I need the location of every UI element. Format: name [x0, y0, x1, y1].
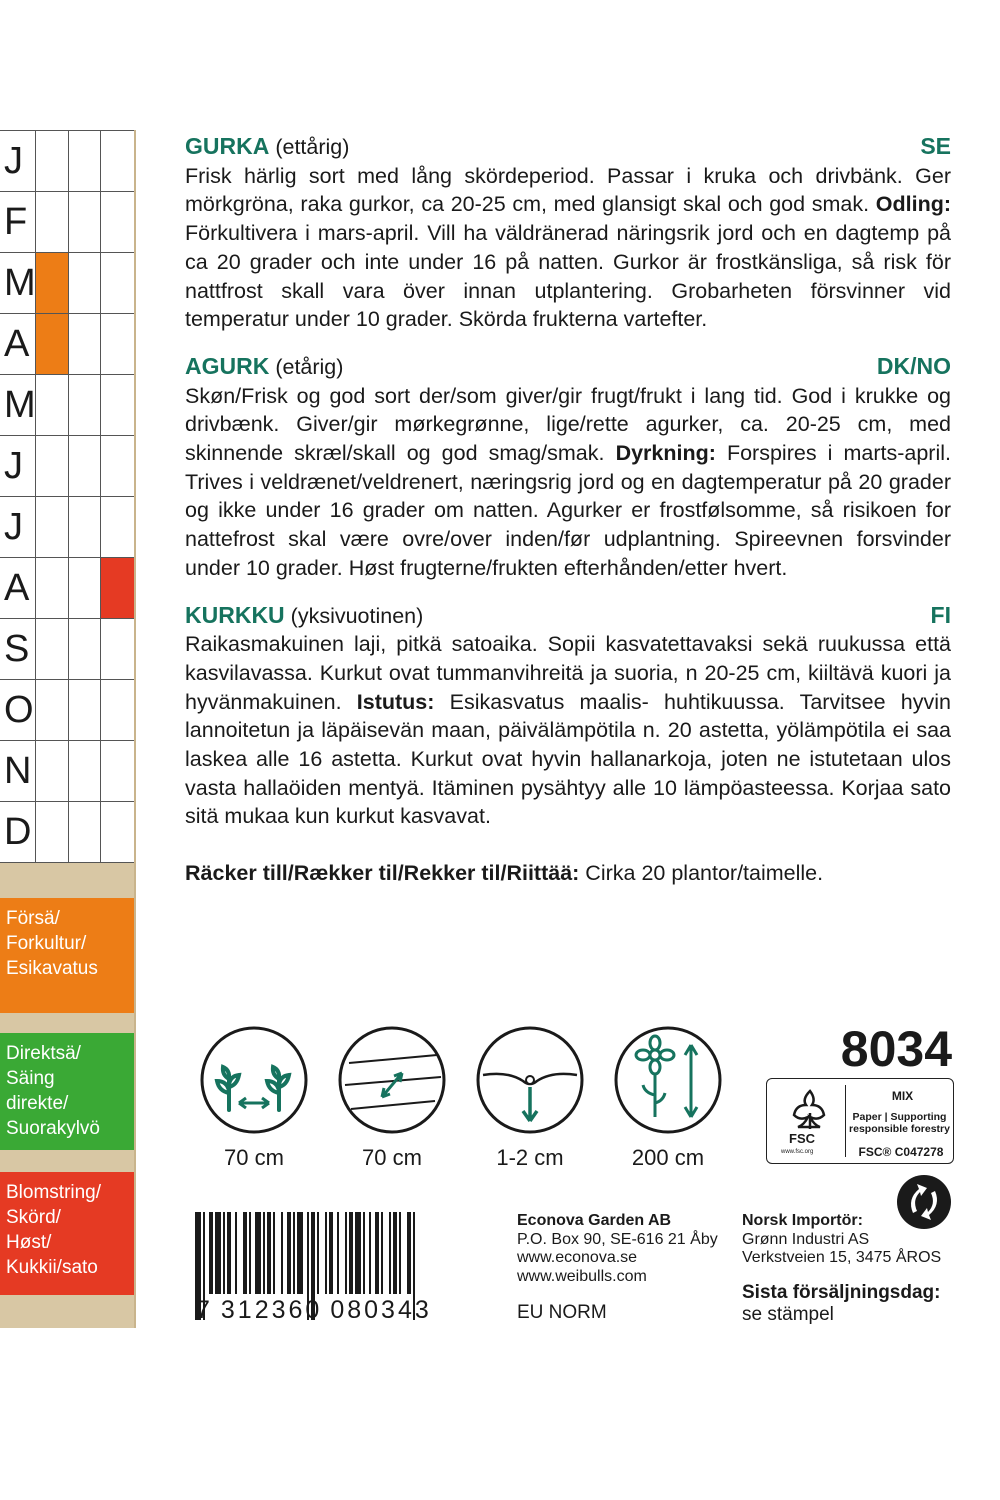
row-spacing-label: 70 cm: [362, 1145, 422, 1170]
calendar-month-row: [0, 497, 134, 558]
legend-direct-line: Direktsä/: [6, 1043, 81, 1064]
calendar-month-row: [0, 619, 134, 680]
barcode-bar: [215, 1212, 221, 1294]
legend-sow: [0, 898, 134, 1013]
barcode-bar: [223, 1212, 225, 1294]
barcode-bar: [355, 1212, 361, 1294]
yield-line: [185, 859, 951, 888]
fsc-mix: MIX: [891, 1089, 914, 1103]
legend-sow-line: Forkultur/: [6, 933, 87, 954]
fsc-label: [766, 1078, 954, 1164]
body-rest: Forspires i marts-april. Trives i veldrænet/veldrenert, næringsrig jord og en dagtemperatur på 20 grader og ikke under 16 grader om natten. Agurker er frostfølsomme, så risikoen for nattefrost skal være ovre/over inden/før udplantning. Spireevnen forsvinder under 10 grader. Høst frugterne/frukten efterhånden/etter hvert.: [185, 441, 951, 580]
calendar-month-row: [0, 802, 134, 863]
icon-plant-height: [599, 1025, 737, 1171]
barcode-bar: [329, 1212, 333, 1294]
variety-name: KURKKU: [185, 601, 285, 628]
company-name: Econova Garden AB: [517, 1212, 672, 1229]
plant-height-icon: [613, 1025, 723, 1135]
calendar-cell: [36, 802, 69, 862]
body-intro: Skøn/Frisk og god sort der/som giver/gir frugt/frukt i lang tid. God i krukke og drivbænk. Giver/gir mørkegrønne, lige/rette agurker, ca. 20-25 cm, med skinnende skræl/skall og god smag/smak.: [185, 383, 951, 466]
barcode-bar: [369, 1212, 371, 1294]
body-rest: Förkultivera i mars-april. Vill ha väldränerad näringsrik jord och en dagtemp på ca 20 grader och inte under 16 på natten. Gurkor är frostkänsliga, så risk för nattfrost skall vara över innan utplantering. Grobarheten försvinner vid temperatur under 10 grader. Skörda frukterna vartefter.: [185, 221, 951, 332]
calendar-month-letter: J: [0, 131, 36, 191]
body-intro: Frisk härlig sort med lång skördeperiod. Passar i kruka och drivbänk. Ger mörkgröna, raka gurkor, ca 20-25 cm, med glansigt skal och god smak.: [185, 163, 951, 217]
icon-plant-spacing: [185, 1025, 323, 1171]
legend-harvest: [0, 1172, 134, 1295]
calendar-month-row: [0, 314, 134, 375]
barcode-group-left: 312360: [220, 1296, 323, 1324]
calendar-cell: [69, 436, 102, 496]
barcode-bar: [381, 1212, 383, 1294]
calendar-cell: [101, 314, 134, 374]
fsc-logo-text: FSC: [789, 1131, 815, 1146]
section-fi: [185, 601, 951, 832]
calendar-month-row: [0, 375, 134, 436]
calendar-cell: [69, 680, 102, 740]
barcode-first-digit: 7: [196, 1296, 213, 1324]
company-address: P.O. Box 90, SE-616 21 Åby: [517, 1230, 718, 1248]
calendar-cell: [69, 253, 102, 313]
calendar-month-letter: D: [0, 802, 36, 862]
calendar-cell: [36, 558, 69, 618]
calendar-month-row: [0, 741, 134, 802]
legend-harvest-line: Kukkii/sato: [6, 1257, 98, 1278]
barcode-bar: [293, 1212, 295, 1294]
fsc-web: www.fsc.org: [781, 1149, 814, 1155]
calendar-cell: [36, 192, 69, 252]
calendar-cell: [36, 741, 69, 801]
barcode-bar: [227, 1212, 231, 1294]
calendar-month-letter: A: [0, 558, 36, 618]
sowing-depth-icon: [475, 1025, 585, 1135]
growing-icons: [185, 1025, 737, 1171]
calendar-month-row: [0, 436, 134, 497]
calendar-cell: [101, 253, 134, 313]
calendar-cell: [101, 436, 134, 496]
company-web: www.econova.se: [517, 1249, 638, 1266]
calendar-month-letter: A: [0, 314, 36, 374]
barcode-bar: [249, 1212, 251, 1294]
calendar-cell: [101, 131, 134, 191]
importer-title: Norsk Importör:: [742, 1212, 863, 1229]
barcode-bar: [349, 1212, 353, 1294]
barcode-bar: [389, 1212, 391, 1294]
legend-harvest-line: Skörd/: [6, 1207, 61, 1228]
barcode-bar: [281, 1212, 283, 1294]
barcode-group-right: 080343: [330, 1296, 432, 1324]
calendar-cell: [69, 558, 102, 618]
legend-direct-line: direkte/: [6, 1093, 69, 1114]
calendar-cell: [69, 131, 102, 191]
sowing-depth-label: 1-2 cm: [496, 1145, 564, 1170]
barcode-digits: [196, 1296, 432, 1325]
calendar-month-letter: F: [0, 192, 36, 252]
body-rest: Esikasvatus maalis- huhtikuussa. Tarvitsee hyvin lannoitetun ja läpäisevän maan, päivälämpötila n. 20 astetta, yölämpötila ei saa laskea alle 16 astetta. Kurkut ovat hyvin hallanarkoja, joten ne istutetaan ulos vasta hallaöiden mentyä. Itäminen pysähtyy alle 10 lämpöasteessa. Korjaa sato sitä mukaa kun kurkut kasvavat.: [185, 689, 951, 829]
body-label: Dyrkning:: [615, 441, 716, 466]
icon-sowing-depth: [461, 1025, 599, 1171]
company-info: [517, 1212, 718, 1286]
calendar-month-row: [0, 680, 134, 741]
product-code: 8034: [840, 1021, 952, 1077]
sell-by: [742, 1282, 940, 1326]
calendar-cell: [101, 802, 134, 862]
variety-sub: (yksivuotinen): [290, 603, 424, 628]
barcode-bar: [393, 1212, 397, 1294]
importer-name: Grønn Industri AS: [742, 1230, 870, 1248]
plant-height-label: 200 cm: [631, 1145, 705, 1170]
calendar-cell: [36, 253, 69, 313]
description-text: [185, 132, 951, 906]
barcode-bar: [407, 1212, 411, 1294]
calendar-month-letter: J: [0, 436, 36, 496]
sell-by-title: Sista försäljningsdag:: [742, 1282, 941, 1303]
calendar-cell: [69, 619, 102, 679]
calendar-cell: [36, 680, 69, 740]
body-label: Odling:: [875, 192, 951, 217]
barcode-bar: [287, 1212, 291, 1294]
company-web: www.weibulls.com: [517, 1267, 647, 1285]
calendar-cell: [69, 314, 102, 374]
legend-harvest-line: Blomstring/: [6, 1182, 102, 1203]
calendar-cell: [101, 741, 134, 801]
barcode-bar: [267, 1212, 271, 1294]
barcode-bar: [263, 1212, 265, 1294]
calendar-cell: [36, 619, 69, 679]
variety-name: AGURK: [185, 352, 270, 379]
section-body: [185, 162, 951, 334]
plant-spacing-label: 70 cm: [224, 1145, 284, 1170]
fsc-desc-line: responsible forestry: [849, 1123, 950, 1135]
legend-direct-line: Säing: [6, 1068, 55, 1089]
fsc-desc: [847, 1111, 952, 1135]
importer-address: Verkstveien 15, 3475 ÅROS: [742, 1249, 942, 1266]
calendar-cell: [101, 375, 134, 435]
barcode-bar: [255, 1212, 261, 1294]
calendar-cell: [69, 802, 102, 862]
eu-norm: EU NORM: [517, 1302, 607, 1323]
fsc-desc-line: Paper | Supporting: [852, 1111, 947, 1123]
calendar-cell: [36, 497, 69, 557]
calendar-cell: [69, 375, 102, 435]
barcode-bar: [325, 1212, 327, 1294]
body-label: Istutus:: [356, 689, 435, 714]
legend-harvest-line: Høst/: [6, 1232, 52, 1253]
barcode-bar: [375, 1212, 379, 1294]
section-body: [185, 630, 951, 831]
calendar-month-letter: J: [0, 497, 36, 557]
calendar-month-letter: M: [0, 375, 36, 435]
calendar-cell: [101, 680, 134, 740]
calendar-cell: [101, 558, 134, 618]
calendar-month-letter: M: [0, 253, 36, 313]
sell-by-value: se stämpel: [742, 1304, 834, 1325]
calendar-cell: [69, 741, 102, 801]
calendar-cell: [69, 192, 102, 252]
section-heading: [185, 132, 951, 162]
row-spacing-icon: [337, 1025, 447, 1135]
language-code: FI: [930, 601, 951, 628]
barcode-bar: [273, 1212, 275, 1294]
body-intro: Raikasmakuinen laji, pitkä satoaika. Sopii kasvatettavaksi sekä ruukussa että kasvilavassa. Kurkut ovat tummanvihreitä ja suoria, n 20-25 cm, kiiltävä kuori ja hyvänmakuinen.: [185, 632, 951, 714]
calendar-month-row: [0, 192, 134, 253]
calendar-cell: [36, 314, 69, 374]
calendar-cell: [36, 436, 69, 496]
section-body: [185, 382, 951, 583]
section-se: [185, 132, 951, 334]
barcode-bar: [337, 1212, 339, 1294]
legend-sow-line: Försä/: [6, 908, 60, 929]
language-code: DK/NO: [876, 352, 951, 379]
barcode-bar: [235, 1212, 237, 1294]
variety-sub: (ettårig): [275, 135, 350, 159]
barcode-bar: [363, 1212, 365, 1294]
calendar-month-letter: S: [0, 619, 36, 679]
barcode-bar: [209, 1212, 213, 1294]
plant-spacing-icon: [199, 1025, 309, 1135]
legend-direct: [0, 1033, 134, 1150]
fsc-divider: [845, 1085, 846, 1157]
calendar-cell: [101, 192, 134, 252]
barcode-bar: [317, 1212, 319, 1294]
variety-sub: (etårig): [275, 354, 344, 379]
variety-name: GURKA: [185, 133, 270, 159]
calendar-cell: [36, 375, 69, 435]
barcode-bar: [243, 1212, 247, 1294]
barcode-bar: [297, 1212, 303, 1294]
barcode-bar: [345, 1212, 347, 1294]
fsc-code: FSC® C047278: [858, 1145, 944, 1159]
section-dk-no: [185, 352, 951, 583]
calendar-month-letter: N: [0, 741, 36, 801]
calendar-cell: [69, 497, 102, 557]
calendar-cell: [36, 131, 69, 191]
legend-sow-line: Esikavatus: [6, 958, 98, 979]
barcode-bar: [399, 1212, 401, 1294]
calendar-cell: [101, 619, 134, 679]
calendar-month-letter: O: [0, 680, 36, 740]
yield-label: Räcker till/Rækker til/Rekker til/Riittää:: [185, 861, 580, 886]
section-heading: [185, 352, 951, 382]
section-heading: [185, 601, 951, 631]
sowing-calendar: [0, 130, 134, 863]
calendar-cell: [101, 497, 134, 557]
legend-direct-line: Suorakylvö: [6, 1118, 100, 1139]
importer-info: [742, 1212, 941, 1268]
language-code: SE: [920, 133, 951, 159]
yield-value: Cirka 20 plantor/taimelle.: [579, 861, 824, 886]
calendar-month-row: [0, 253, 134, 314]
calendar-month-row: [0, 131, 134, 192]
icon-row-spacing: [323, 1025, 461, 1171]
calendar-month-row: [0, 558, 134, 619]
